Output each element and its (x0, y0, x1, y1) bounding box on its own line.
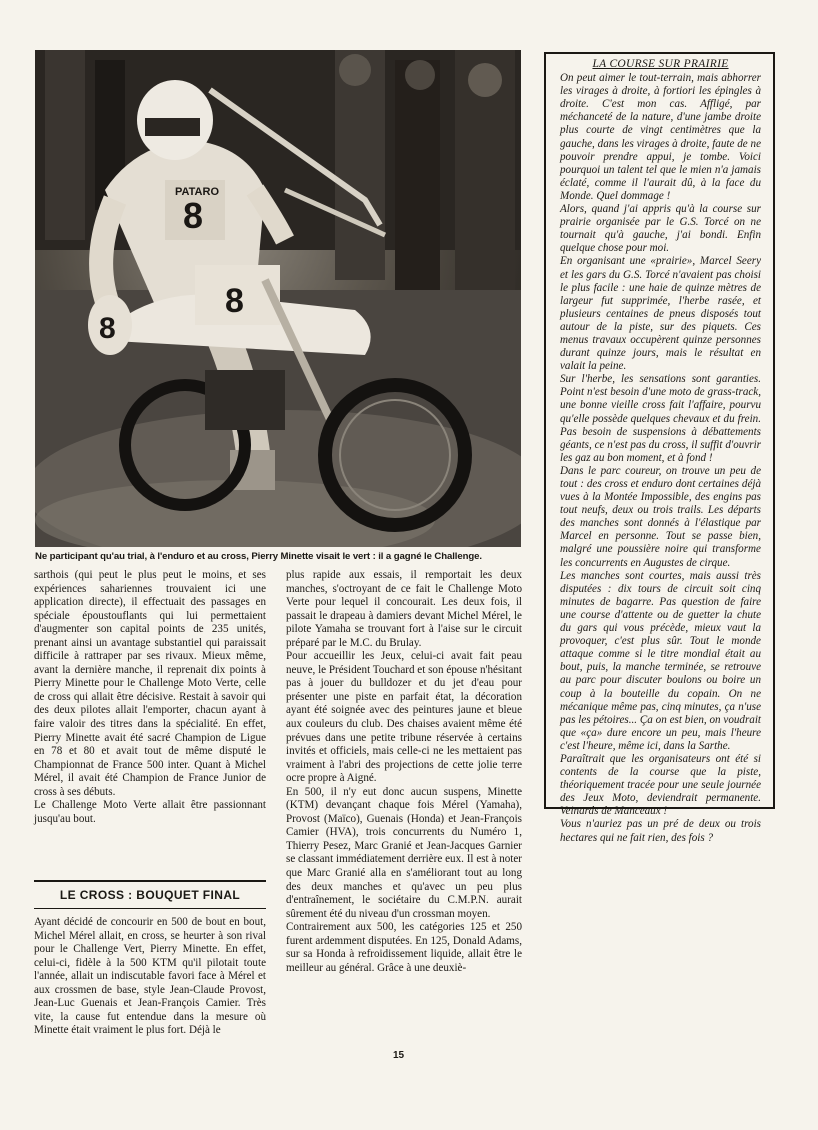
column-1-top (34, 569, 266, 826)
photo-illustration (35, 50, 521, 547)
svg-text:8: 8 (99, 312, 116, 345)
sidebar-paragraph: Vous n'auriez pas un pré de deux ou trois hectares qui ne fait rien, des fois ? (560, 818, 761, 844)
paragraph: plus rapide aux essais, il remportait les deux manches, s'octroyant de ce fait le Challenge Moto Verte pour lequel il concourait. Les deux fois, il passait le drapeau à damiers devant Michel Mérel, le pilote Yamaha se trouvant fort à l'aise sur le circuit préparé par le M.C. du Brulay. (286, 569, 522, 649)
column-1-bottom (34, 916, 266, 1038)
paragraph: En 500, il n'y eut donc aucun suspens, Minette (KTM) devançant chaque fois Mérel (Yamaha), Provost (Maïco), Guenais (Honda) et Jean-François Camier (HVA), trois concurrents du Numéro 1, Thierry Pesez, Marc Granié et Jean-Jacques Garnier se classant immédiatement derrière eux. Il est à noter que Marc Granié alla en s'améliorant tout au long des deux manches et qu'avec un peu plus d'entraînement, le sociétaire du C.M.P.N. aurait sûrement été du niveau d'un crossman moyen. (286, 785, 522, 920)
paragraph: Contrairement aux 500, les catégories 125 et 250 furent ardemment disputées. En 125, Donald Adams, sur sa Honda à refroidissement liquide, allait être le meilleur au général. Grâce à une deuxiè- (286, 921, 522, 974)
sidebar-paragraph: Sur l'herbe, les sensations sont garanties. Point n'est besoin d'une moto de grass-track, une bonne vieille cross fait l'affaire, pourvu qu'elle possède quelques chevaux et du frein. Pas besoin de suspensions à débattements géants, ce n'est pas du cross, il suffit d'ouvrir les gaz au bon moment, et à fond ! (560, 373, 761, 464)
sidebar-box (544, 52, 775, 844)
svg-text:PATARO: PATARO (175, 186, 219, 198)
paragraph: Pour accueillir les Jeux, celui-ci avait fait peau neuve, le Président Touchard et son épouse n'hésitant pas à jouer du bulldozer et du jet d'eau pour présenter une piste en parfait état, la décoration ayant été soignée avec des peintures jaune et bleue aux couleurs du club. Des chaises avaient même été prévues dans une petite tribune réservée à certains invités et officiels, mais celle-ci ne les mettaient pas vraiment à l'abri des projections de cette jolie terre ocre propre à Aigné. (286, 650, 522, 785)
section-heading: LE CROSS : BOUQUET FINAL (34, 880, 266, 909)
sidebar-paragraph: En organisant une «prairie», Marcel Seery et les gars du G.S. Torcé n'avaient pas choisi le plus facile : une haie de quinze mètres de largeur fut supprimée, l'herbe rasée, et plusieurs centaines de pneus disposés tout autour de la piste, sur des piquets. Ces menus travaux occupèrent quinze personnes durant quinze jours, mais le résultat en valait la peine. (560, 255, 761, 373)
sidebar-paragraph: Dans le parc coureur, on trouve un peu de tout : des cross et enduro dont certaines déjà vues à la Montée Impossible, des engins pas tout neufs, deux ou trois trails. Les départs des manches sont donnés à l'élastique par Marcel en personne. Tout se passe bien, malgré une poussière noire qui transforme les concurrents en Augustes de cirque. (560, 464, 761, 569)
sidebar-paragraph: Les manches sont courtes, mais aussi très disputées : dix tours de circuit soit cinq minutes de bagarre. Pas question de faire une course d'attente ou de guetter la chute du gars qui vous précède, mieux vaut la provoquer, c'est plus sûr. Tout le monde attaque comme si le titre mondial était au bout, puis, la manche terminée, se retrouve au parc pour discuter boulons ou boire un coup à la bouteille du copain. On ne mécanique même pas, cinq minutes, ça n'use pas les pétoires... Ça on est bien, on voudrait que «ça» dure encore un peu, mais l'heure c'est l'heure, même ici, dans la Sarthe. (560, 569, 761, 752)
paragraph: Le Challenge Moto Verte allait être passionnant jusqu'au bout. (34, 799, 266, 825)
photo-caption: Ne participant qu'au trial, à l'enduro et au cross, Pierry Minette visait le vert : il a gagné le Challenge. (35, 551, 482, 562)
sidebar-paragraph: Paraîtrait que les organisateurs ont été si contents de la course que la piste, théoriquement tracée pour une seule journée des Jeux Moto, deviendrait permanente. Veinards de Manceaux ! (560, 752, 761, 818)
sidebar-paragraph: On peut aimer le tout-terrain, mais abhorrer les virages à droite, à fortiori les épingles à droite. C'est mon cas. Affligé, par méchanceté de la nature, d'une jambe droite plus courte de vingt centimètres que la gauche, dans les virages à droite, faute de ne pouvoir prendre appui, je tombe. Voici pourquoi un talent tel que le mien n'a jamais éclaté, comme il l'aurait dû, à la face du Monde. Quel dommage ! (560, 72, 761, 202)
sidebar-title: LA COURSE SUR PRAIRIE (592, 58, 729, 70)
paragraph: sarthois (qui peut le plus peut le moins, et ses expériences sahariennes trouvaient ici une application directe), il effectuait des passages en spéciale époustouflants qui lui permettaient d'augmenter son capital points de 235 unités, prenant ainsi un avantage substantiel qui paraissait difficile à rattraper par ses rivaux. Mieux même, avant la dernière manche, il reprenait dix points à Pierry Minette pour le Challenge Moto Verte, celle de cross qui allait être décisive. Restait à savoir qui des deux pilotes allait l'emporter, chacun ayant à faire valoir des titres dans la spécialité. En effet, Pierry Minette avait été sacré Champion de Ligue en 78 et 80 et avait tout de même disputé le Championnat de France 500 inter. Quant à Michel Mérel, il avait été Champion de France Junior de cross à ses débuts. (34, 569, 266, 798)
column-2 (286, 569, 522, 975)
paragraph: Ayant décidé de concourir en 500 de bout en bout, Michel Mérel allait, en cross, se heurter à son rival pour le Challenge Vert, Pierry Minette. En effet, celui-ci, fidèle à la 500 KTM qu'il pilotait toute l'année, allait un indiscutable favori face à Mérel et aux crossmen de base, style Jean-Claude Provost, Jean-Luc Guenais et Jean-François Camier. Très vite, la cause fut entendue dans la mesure où Minette était vraiment le plus fort. Déjà le (34, 916, 266, 1037)
svg-text:8: 8 (225, 282, 244, 320)
sidebar-paragraph: Alors, quand j'ai appris qu'à la course sur prairie organisée par le G.S. Torcé on ne tournait qu'à gauche, j'ai bondi. Enfin quelque chose pour moi. (560, 203, 761, 255)
motocross-photo (35, 50, 521, 547)
svg-text:8: 8 (183, 195, 204, 236)
page-number: 15 (393, 1050, 405, 1061)
